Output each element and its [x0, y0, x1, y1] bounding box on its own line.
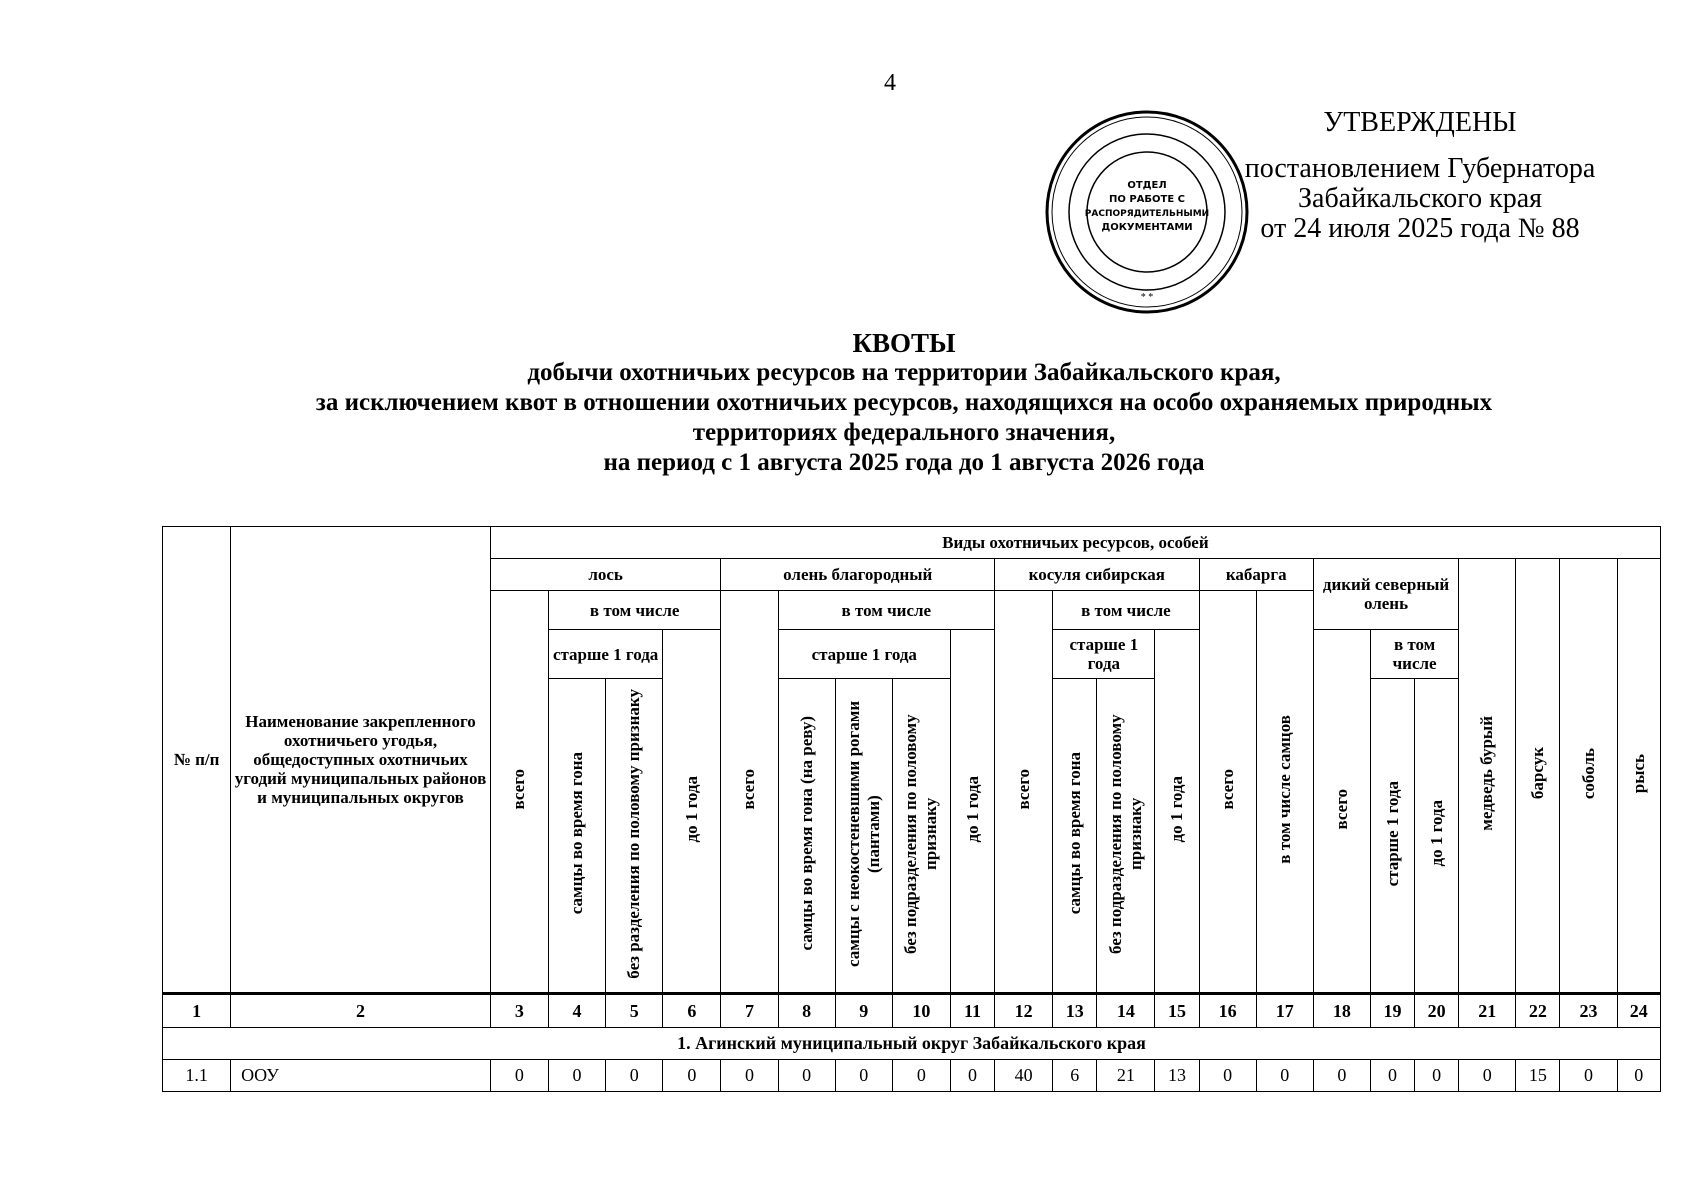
deer-over1: старше 1 года	[778, 630, 950, 679]
approval-block	[1220, 108, 1620, 244]
column-number: 6	[663, 994, 721, 1028]
roe-over1: старше 1 года	[1053, 630, 1155, 679]
row-name: ООУ	[231, 1060, 491, 1092]
row-num: 1.1	[163, 1060, 231, 1092]
column-numbers-row	[163, 994, 1661, 1028]
row-value: 15	[1516, 1060, 1560, 1092]
column-number: 15	[1155, 994, 1199, 1028]
svg-text:ОТДЕЛ: ОТДЕЛ	[1127, 180, 1167, 191]
column-number: 2	[231, 994, 491, 1028]
column-number: 1	[163, 994, 231, 1028]
musk-total: всего	[1199, 591, 1256, 994]
title-main: КВОТЫ	[852, 328, 956, 358]
column-number: 3	[490, 994, 548, 1028]
column-number: 24	[1617, 994, 1660, 1028]
row-value: 0	[606, 1060, 663, 1092]
deer-males-rut-roar: самцы во время гона (на реву)	[778, 679, 835, 994]
species-red-deer: олень благородный	[721, 559, 995, 591]
row-value: 0	[1459, 1060, 1516, 1092]
column-number: 13	[1053, 994, 1097, 1028]
elk-over1: старше 1 года	[548, 630, 662, 679]
column-number: 17	[1256, 994, 1313, 1028]
column-number: 9	[835, 994, 892, 1028]
column-number: 19	[1371, 994, 1415, 1028]
row-value: 21	[1097, 1060, 1155, 1092]
roe-under1: до 1 года	[1155, 630, 1199, 994]
table-row	[163, 1060, 1661, 1092]
elk-males-rut: самцы во время гона	[548, 679, 605, 994]
species-roe: косуля сибирская	[995, 559, 1200, 591]
row-value: 0	[548, 1060, 605, 1092]
reindeer-total: всего	[1313, 630, 1370, 994]
title-line-4: на период с 1 августа 2025 года до 1 августа 2026 года	[603, 449, 1205, 476]
roe-males-rut: самцы во время гона	[1053, 679, 1097, 994]
row-value: 0	[950, 1060, 994, 1092]
column-number: 18	[1313, 994, 1370, 1028]
column-number: 12	[995, 994, 1053, 1028]
col-header-group: Виды охотничьих ресурсов, особей	[490, 527, 1660, 559]
species-reindeer: дикий северный олень	[1313, 559, 1458, 630]
row-value: 0	[778, 1060, 835, 1092]
column-number: 14	[1097, 994, 1155, 1028]
row-value: 6	[1053, 1060, 1097, 1092]
deer-total: всего	[721, 591, 778, 994]
section-title: 1. Агинский муниципальный округ Забайкальского края	[163, 1028, 1661, 1060]
column-number: 4	[548, 994, 605, 1028]
row-value: 0	[490, 1060, 548, 1092]
quota-table	[162, 526, 1661, 1092]
svg-text:ПО РАБОТЕ С: ПО РАБОТЕ С	[1108, 194, 1186, 205]
roe-including: в том числе	[1053, 591, 1199, 630]
column-number: 23	[1560, 994, 1617, 1028]
species-elk: лось	[490, 559, 721, 591]
deer-males-antlers: самцы с неокостеневшими рогами (пантами)	[835, 679, 892, 994]
deer-under1: до 1 года	[950, 630, 994, 994]
column-number: 5	[606, 994, 663, 1028]
svg-text:РАСПОРЯДИТЕЛЬНЫМИ: РАСПОРЯДИТЕЛЬНЫМИ	[1084, 209, 1210, 219]
column-number: 20	[1415, 994, 1459, 1028]
elk-total: всего	[490, 591, 548, 994]
row-value: 0	[835, 1060, 892, 1092]
column-number: 8	[778, 994, 835, 1028]
row-value: 0	[1415, 1060, 1459, 1092]
elk-including: в том числе	[548, 591, 720, 630]
elk-no-sex-split: без разделения по половому признаку	[606, 679, 663, 994]
musk-males: в том числе самцов	[1256, 591, 1313, 994]
row-value: 0	[1560, 1060, 1617, 1092]
species-lynx: рысь	[1617, 559, 1660, 994]
roe-no-sex-subdiv: без подразделения по половому признаку	[1097, 679, 1155, 994]
roe-total: всего	[995, 591, 1053, 994]
title-line-3: территориях федерального значения,	[692, 419, 1116, 446]
row-value: 0	[1371, 1060, 1415, 1092]
reindeer-including: в том числе	[1371, 630, 1459, 679]
column-number: 22	[1516, 994, 1560, 1028]
row-value: 0	[663, 1060, 721, 1092]
column-number: 21	[1459, 994, 1516, 1028]
approval-line-3: от 24 июля 2025 года № 88	[1260, 213, 1580, 244]
deer-no-sex-subdiv: без подразделения по половому признаку	[892, 679, 950, 994]
column-number: 7	[721, 994, 778, 1028]
document-title	[160, 328, 1648, 478]
column-number: 16	[1199, 994, 1256, 1028]
row-value: 0	[721, 1060, 778, 1092]
species-sable: соболь	[1560, 559, 1617, 994]
species-musk: кабарга	[1199, 559, 1313, 591]
svg-text:ДОКУМЕНТАМИ: ДОКУМЕНТАМИ	[1101, 222, 1193, 233]
species-badger: барсук	[1516, 559, 1560, 994]
row-value: 0	[1199, 1060, 1256, 1092]
column-number: 11	[950, 994, 994, 1028]
title-line-1: добычи охотничьих ресурсов на территории Забайкальского края,	[527, 359, 1281, 386]
deer-including: в том числе	[778, 591, 995, 630]
row-value: 40	[995, 1060, 1053, 1092]
column-number: 10	[892, 994, 950, 1028]
svg-text:* *: * *	[1140, 292, 1154, 303]
col-header-num: № п/п	[163, 527, 231, 994]
row-value: 0	[892, 1060, 950, 1092]
row-value: 13	[1155, 1060, 1199, 1092]
row-value: 0	[1256, 1060, 1313, 1092]
approval-line-1: постановлением Губернатора	[1244, 153, 1596, 184]
col-header-name: Наименование закрепленного охотничьего угодья, общедоступных охотничьих угодий муниципальных районов и муниципальных округов	[231, 527, 491, 994]
reindeer-over1: старше 1 года	[1371, 679, 1415, 994]
species-bear: медведь бурый	[1459, 559, 1516, 994]
elk-under1: до 1 года	[663, 630, 721, 994]
approval-line-2: Забайкальского края	[1297, 183, 1542, 214]
page-number: 4	[884, 70, 896, 96]
reindeer-under1: до 1 года	[1415, 679, 1459, 994]
approval-heading: УТВЕРЖДЕНЫ	[1323, 107, 1517, 138]
title-line-2: за исключением квот в отношении охотничьих ресурсов, находящихся на особо охраняемых природных	[315, 389, 1493, 416]
row-value: 0	[1617, 1060, 1660, 1092]
row-value: 0	[1313, 1060, 1370, 1092]
